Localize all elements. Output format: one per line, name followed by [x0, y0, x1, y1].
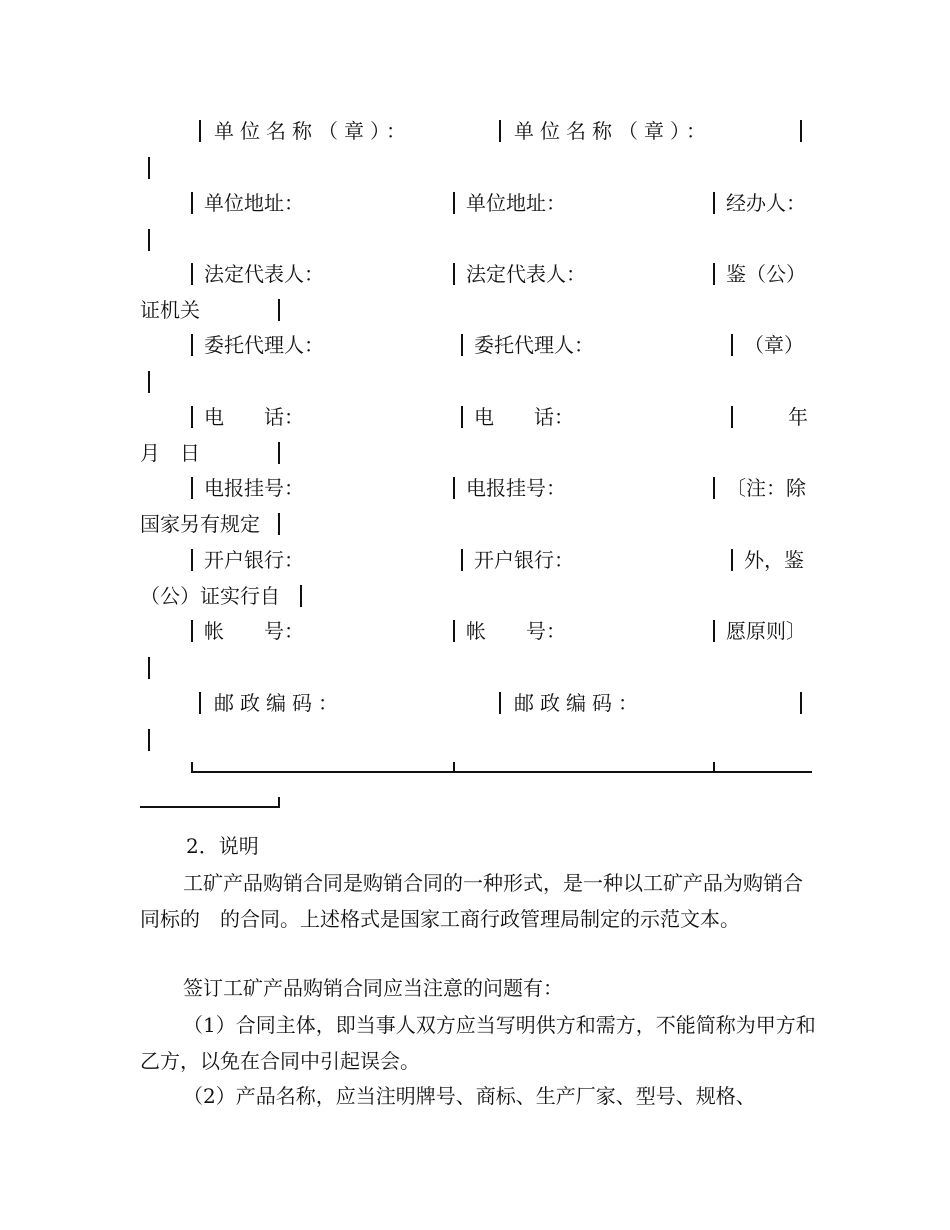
table-border: [278, 299, 280, 321]
cell-party1-phone: 电 话：: [204, 405, 304, 429]
cell-note-1: 〔注：除: [726, 476, 806, 500]
table-border: [148, 657, 150, 679]
table-border: [191, 192, 193, 214]
paragraph-text: 工矿产品购销合同是购销合同的一种形式，是一种以工矿产品为购销合同标的 的合同。上述格式是国家工商行政管理局制定的示范文本。: [140, 871, 803, 931]
cell-note-2-wrap: （公）证实行自: [140, 584, 280, 608]
table-border: [461, 334, 463, 356]
section-heading: 2．说明: [186, 834, 259, 858]
table-border: [148, 729, 150, 751]
cell-note-1-wrap: 国家另有规定: [140, 512, 260, 536]
table-border: [300, 585, 302, 607]
cell-party2-phone: 电 话：: [474, 405, 574, 429]
paragraph: [140, 865, 820, 937]
table-border: [191, 406, 193, 428]
cell-party2-unit-name: 单位名称（章）：: [514, 119, 712, 143]
table-border: [148, 371, 150, 393]
cell-party2-agent: 委托代理人：: [474, 333, 594, 357]
table-border: [713, 263, 715, 285]
table-border: [499, 692, 501, 714]
paragraph-text: （1）合同主体，即当事人双方应当写明供方和需方，不能简称为甲方和乙方，以免在合同中引起误会。: [140, 1013, 816, 1073]
table-border: [148, 229, 150, 251]
table-border: [278, 442, 280, 464]
table-border: [191, 263, 193, 285]
table-border: [713, 762, 715, 772]
cell-party2-account: 帐 号：: [466, 619, 566, 643]
paragraph-text: （2）产品名称，应当注明牌号、商标、生产厂家、型号、规格、: [183, 1084, 756, 1108]
table-border: [461, 406, 463, 428]
table-border: [199, 692, 201, 714]
cell-note-3: 愿原则〕: [726, 619, 806, 643]
cell-party1-account: 帐 号：: [204, 619, 304, 643]
table-border: [713, 192, 715, 214]
table-border: [731, 406, 733, 428]
table-border: [461, 549, 463, 571]
cell-party2-postcode: 邮政编码：: [514, 691, 644, 715]
cell-date-month-day: 月 日: [140, 441, 200, 465]
table-border: [148, 157, 150, 179]
cell-party1-telegraph: 电报挂号：: [204, 476, 304, 500]
cell-party2-bank: 开户银行：: [474, 548, 574, 572]
table-border: [278, 797, 280, 808]
table-border: [731, 334, 733, 356]
table-border: [191, 771, 812, 773]
paragraph-text: 签订工矿产品购销合同应当注意的问题有：: [183, 976, 563, 1000]
table-border: [278, 513, 280, 535]
cell-notary-note-wrap: 证机关: [140, 298, 200, 322]
table-border: [453, 192, 455, 214]
cell-party1-postcode: 邮政编码：: [214, 691, 344, 715]
table-border: [191, 549, 193, 571]
cell-party1-legal-rep: 法定代表人：: [204, 262, 324, 286]
cell-party1-address: 单位地址：: [204, 191, 304, 215]
cell-notary-note: 鉴（公）: [726, 262, 806, 286]
table-border: [191, 334, 193, 356]
table-border: [453, 263, 455, 285]
table-border: [800, 692, 802, 714]
paragraph: [140, 1007, 820, 1079]
table-border: [453, 620, 455, 642]
table-border: [191, 620, 193, 642]
cell-note-2: 外，鉴: [744, 548, 804, 572]
table-border: [800, 120, 802, 142]
table-border: [731, 549, 733, 571]
cell-party1-agent: 委托代理人：: [204, 333, 324, 357]
cell-party2-address: 单位地址：: [466, 191, 566, 215]
paragraph: [140, 1078, 820, 1114]
table-border: [499, 120, 501, 142]
cell-handler: 经办人：: [726, 191, 806, 215]
cell-seal: （章）: [744, 333, 804, 357]
table-border: [713, 620, 715, 642]
table-border: [713, 477, 715, 499]
table-border: [191, 477, 193, 499]
table-border: [453, 477, 455, 499]
table-border: [453, 762, 455, 772]
table-border: [140, 806, 280, 808]
table-border: [199, 120, 201, 142]
cell-party2-telegraph: 电报挂号：: [466, 476, 566, 500]
cell-party1-unit-name: 单位名称（章）：: [214, 119, 412, 143]
cell-date-year: 年: [788, 405, 808, 429]
cell-party2-legal-rep: 法定代表人：: [466, 262, 586, 286]
cell-party1-bank: 开户银行：: [204, 548, 304, 572]
paragraph: [140, 970, 820, 1006]
